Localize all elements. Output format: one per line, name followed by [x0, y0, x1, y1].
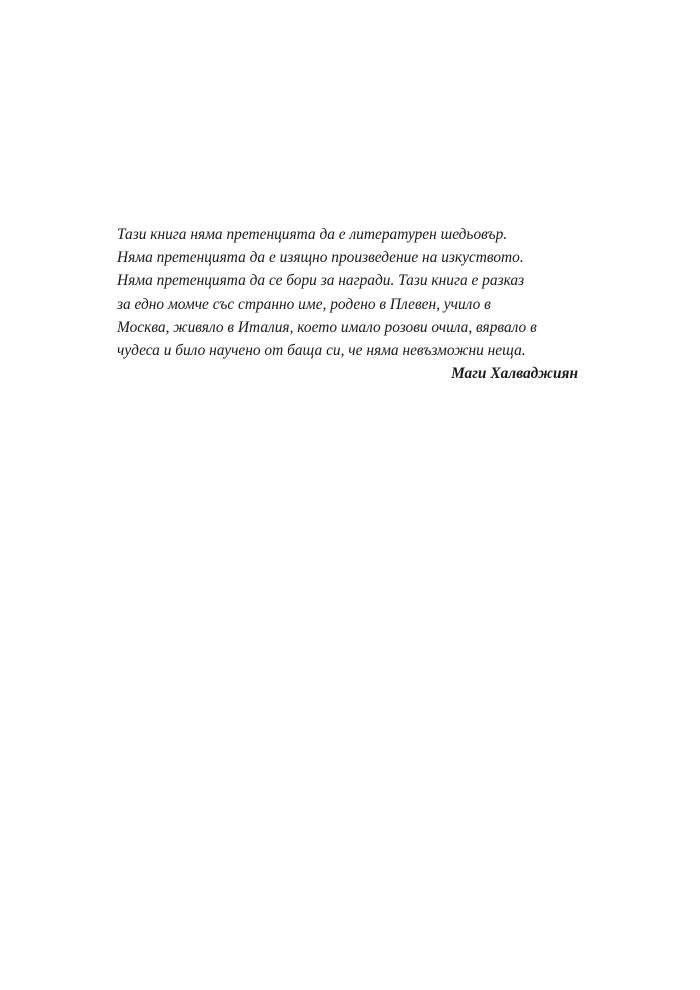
epigraph-line: Няма претенцията да е изящно произведение на изкуството.: [117, 249, 524, 267]
epigraph-text: [117, 223, 597, 362]
epigraph-line: Москва, живяло в Италия, което имало розови очила, вярвало в: [117, 318, 537, 336]
epigraph-line: чудеса и било научено от баща си, че няма невъзможни неща.: [117, 342, 526, 360]
epigraph-line: Тази книга няма претенцията да е литературен шедьовър.: [117, 226, 508, 243]
epigraph-line: за едно момче със странно име, родено в Плевен, учило в: [117, 295, 491, 313]
epigraph-line: Няма претенцията да се бори за награди. Тази книга е разказ: [117, 272, 525, 290]
epigraph-author: Маги Халваджиян: [451, 365, 578, 382]
